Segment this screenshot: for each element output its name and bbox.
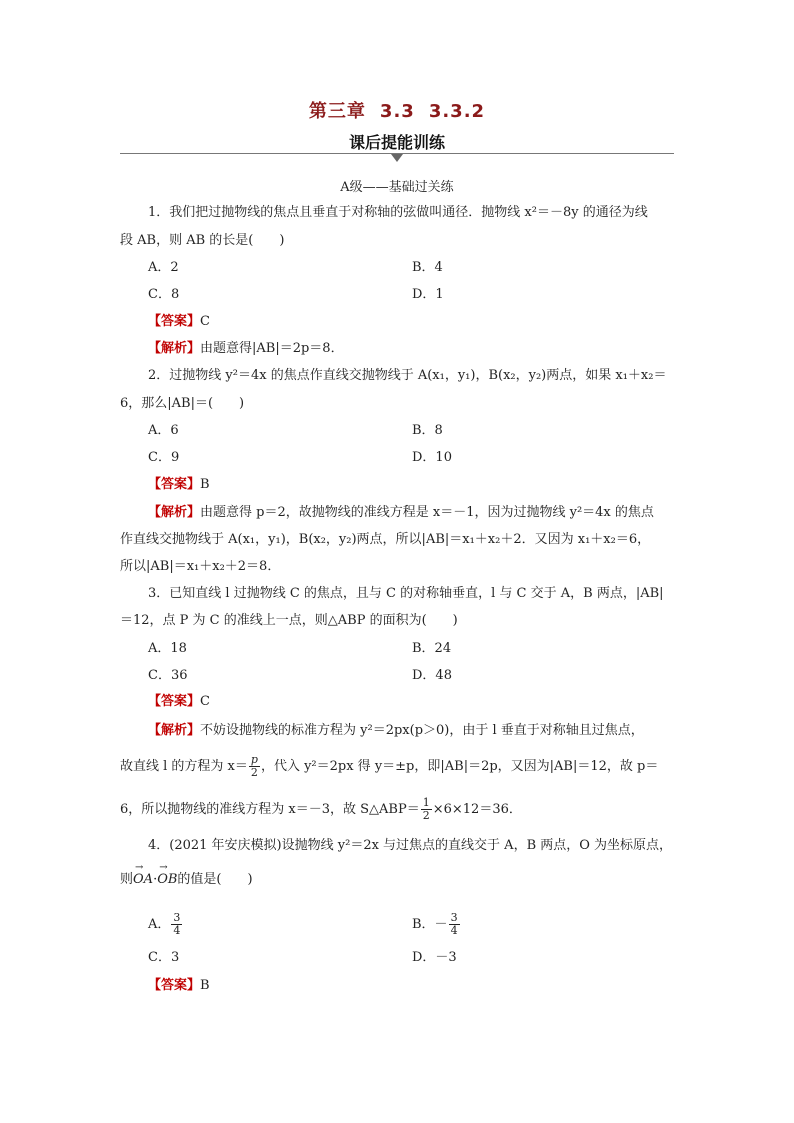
q2-option-b: B．8 [412,423,443,438]
answer-tag: 【答案】 [148,978,201,993]
q2-answer-value: B [200,477,210,492]
q1-option-a: A．2 [148,260,179,275]
analysis-tag: 【解析】 [148,341,201,356]
subsection-number: 3.3.2 [428,101,486,122]
fraction-numerator: 3 [173,911,181,924]
q4-option-a [148,912,183,937]
chapter-heading [0,97,794,123]
q4-answer [148,976,680,996]
q3-answer [148,692,680,712]
dot-operator: · [153,872,158,887]
q4-answer-value: B [200,978,210,993]
q3-analysis-text2a: 故直线 l 的方程为 x＝ [120,759,248,774]
q4-option-b [412,912,461,937]
section-number: 3.3 [379,101,415,122]
triangle-marker-icon [391,154,403,162]
q4-stem-text2a: 则 [120,872,134,887]
fraction-3-over-4 [449,912,460,937]
q3-option-c: C．36 [148,668,188,683]
q1-answer-value: C [200,314,210,329]
fraction-denominator: 4 [173,924,181,937]
q3-analysis-text3a: 6，所以抛物线的准线方程为 x＝－3，故 S△ABP＝ [120,802,420,817]
q2-analysis-line1 [148,503,680,523]
fraction-1-over-2 [421,797,432,822]
q4-option-c: C．3 [148,950,180,965]
q3-analysis-text2b: ，代入 y²＝2px 得 y＝±p，即|AB|＝2p，又因为|AB|＝12，故 p＝ [260,759,659,774]
option-prefix: B．－ [412,917,448,932]
vector-ob: → OB [157,870,177,890]
q3-option-b: B．24 [412,641,452,656]
q4-stem-line2 [120,870,680,890]
q2-option-c: C．9 [148,450,180,465]
analysis-tag: 【解析】 [148,505,201,520]
q2-stem-line1: 2．过抛物线 y²＝4x 的焦点作直线交抛物线于 A(x₁，y₁)，B(x₂，y₂)两点，如果 x₁＋x₂＝ [148,368,667,383]
fraction-denominator: 2 [250,766,258,779]
fraction-numerator: 3 [450,911,458,924]
q2-analysis-line3: 所以|AB|＝x₁＋x₂＋2＝8． [120,559,281,574]
fraction-denominator: 2 [422,809,430,822]
fraction-numerator: p [250,753,258,766]
answer-tag: 【答案】 [148,477,201,492]
q4-stem-line1: 4．(2021 年安庆模拟)设抛物线 y²＝2x 与过焦点的直线交于 A，B 两点，O 为坐标原点， [148,838,673,853]
page-subtitle: 课后提能训练 [348,133,445,152]
q1-stem-line2: 段 AB，则 AB 的长是( ) [120,233,285,248]
q1-stem-line1: 1．我们把过抛物线的焦点且垂直于对称轴的弦做叫通径．抛物线 x²＝－8y 的通径为线 [148,205,648,220]
q2-option-a: A．6 [148,423,179,438]
q3-analysis-line2 [120,754,680,779]
q3-stem-line2: ＝12，点 P 为 C 的准线上一点，则△ABP 的面积为( ) [120,613,458,628]
fraction-p-over-2 [249,754,260,779]
q3-option-a: A．18 [148,641,187,656]
answer-tag: 【答案】 [148,694,201,709]
answer-tag: 【答案】 [148,314,201,329]
q2-analysis-text1: 由题意得 p＝2，故抛物线的准线方程是 x＝－1，因为过抛物线 y²＝4x 的焦点 [200,505,654,520]
q1-option-b: B．4 [412,260,443,275]
q1-option-d: D．1 [412,287,444,302]
q4-option-d: D．－3 [412,950,457,965]
option-prefix: A． [148,917,171,932]
analysis-tag: 【解析】 [148,723,201,738]
vector-oa: → OA [133,870,153,890]
q3-stem-line1: 3．已知直线 l 过抛物线 C 的焦点，且与 C 的对称轴垂直，l 与 C 交于 A，B 两点，|AB| [148,586,664,601]
q3-answer-value: C [200,694,210,709]
q2-stem-line2: 6，那么|AB|＝( ) [120,396,245,411]
q3-analysis-text1: 不妨设抛物线的标准方程为 y²＝2px(p＞0)，由于 l 垂直于对称轴且过焦点， [200,723,644,738]
q2-analysis-line2: 作直线交抛物线于 A(x₁，y₁)，B(x₂，y₂)两点，所以|AB|＝x₁＋x₂＋2．又因为 x₁＋x₂＝6， [120,532,651,547]
q1-answer [148,312,680,332]
chapter-label: 第三章 [308,101,366,122]
q2-option-d: D．10 [412,450,452,465]
q3-analysis-line3 [120,797,680,822]
q1-analysis-text: 由题意得|AB|＝2p＝8． [200,341,344,356]
q3-analysis-text3b: ×6×12＝36． [432,802,522,817]
fraction-numerator: 1 [422,796,430,809]
q4-stem-text2b: 的值是( ) [177,872,253,887]
q2-answer [148,475,680,495]
level-heading: A级——基础过关练 [340,180,454,195]
fraction-3-over-4 [171,912,182,937]
q3-analysis-line1 [148,721,680,741]
q1-option-c: C．8 [148,287,180,302]
q3-option-d: D．48 [412,668,452,683]
q1-analysis [148,339,680,359]
fraction-denominator: 4 [450,924,458,937]
